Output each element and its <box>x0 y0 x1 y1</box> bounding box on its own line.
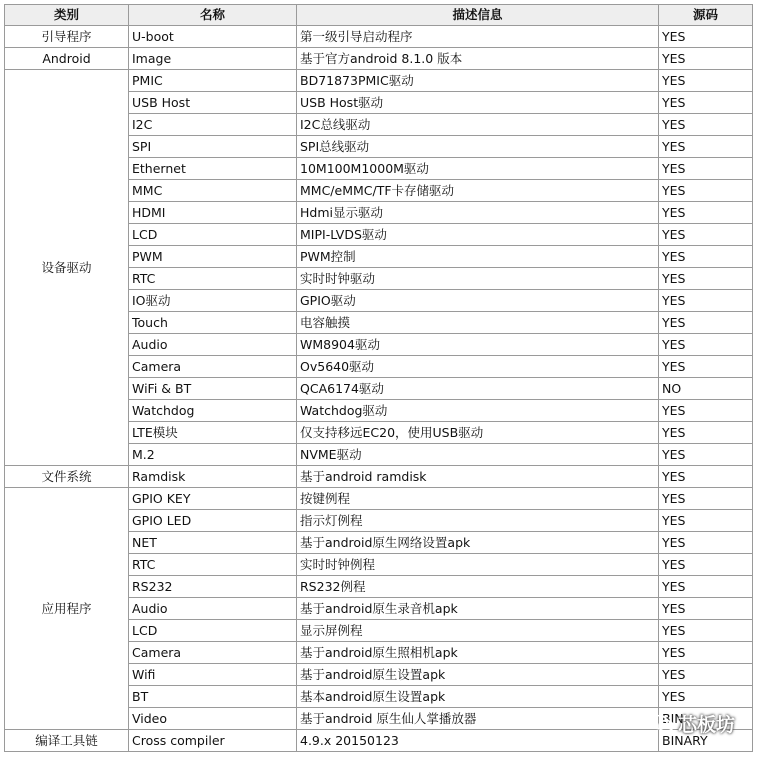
description-cell: 第一级引导启动程序 <box>297 26 659 48</box>
source-cell: YES <box>659 422 753 444</box>
name-cell: RS232 <box>129 576 297 598</box>
table-row <box>5 730 753 752</box>
description-cell: QCA6174驱动 <box>297 378 659 400</box>
description-cell: 基本android原生设置apk <box>297 686 659 708</box>
source-cell: YES <box>659 488 753 510</box>
spec-table <box>4 4 753 752</box>
source-cell: YES <box>659 642 753 664</box>
source-cell: YES <box>659 510 753 532</box>
source-cell: YES <box>659 158 753 180</box>
source-cell: YES <box>659 290 753 312</box>
description-cell: 基于android ramdisk <box>297 466 659 488</box>
name-cell: Ramdisk <box>129 466 297 488</box>
name-cell: Camera <box>129 642 297 664</box>
watermark-text: 芯板坊 <box>677 714 735 736</box>
source-cell: YES <box>659 92 753 114</box>
description-cell: WM8904驱动 <box>297 334 659 356</box>
description-cell: USB Host驱动 <box>297 92 659 114</box>
source-cell: YES <box>659 224 753 246</box>
source-cell: YES <box>659 356 753 378</box>
name-cell: USB Host <box>129 92 297 114</box>
description-cell: 基于android原生网络设置apk <box>297 532 659 554</box>
name-cell: U-boot <box>129 26 297 48</box>
description-cell: 基于android原生设置apk <box>297 664 659 686</box>
table-row <box>5 488 753 510</box>
name-cell: LCD <box>129 224 297 246</box>
wechat-icon <box>650 715 674 733</box>
description-cell: PWM控制 <box>297 246 659 268</box>
description-cell: 按键例程 <box>297 488 659 510</box>
name-cell: RTC <box>129 268 297 290</box>
source-cell: YES <box>659 576 753 598</box>
name-cell: Wifi <box>129 664 297 686</box>
table-row <box>5 26 753 48</box>
source-cell: YES <box>659 202 753 224</box>
header-category: 类别 <box>5 5 129 26</box>
name-cell: Audio <box>129 334 297 356</box>
source-cell: YES <box>659 400 753 422</box>
source-cell: YES <box>659 466 753 488</box>
name-cell: Ethernet <box>129 158 297 180</box>
name-cell: Video <box>129 708 297 730</box>
description-cell: MIPI-LVDS驱动 <box>297 224 659 246</box>
source-cell: YES <box>659 114 753 136</box>
source-cell: YES <box>659 620 753 642</box>
description-cell: Watchdog驱动 <box>297 400 659 422</box>
source-cell: BINARY <box>659 730 753 752</box>
name-cell: Cross compiler <box>129 730 297 752</box>
name-cell: Camera <box>129 356 297 378</box>
table-row <box>5 48 753 70</box>
table-header-row <box>5 5 753 26</box>
category-cell: 应用程序 <box>5 488 129 730</box>
source-cell: YES <box>659 554 753 576</box>
category-cell: 编译工具链 <box>5 730 129 752</box>
name-cell: SPI <box>129 136 297 158</box>
description-cell: Ov5640驱动 <box>297 356 659 378</box>
name-cell: Audio <box>129 598 297 620</box>
watermark <box>650 710 735 737</box>
description-cell: RS232例程 <box>297 576 659 598</box>
name-cell: WiFi & BT <box>129 378 297 400</box>
description-cell: Hdmi显示驱动 <box>297 202 659 224</box>
name-cell: M.2 <box>129 444 297 466</box>
description-cell: 指示灯例程 <box>297 510 659 532</box>
source-cell: NO <box>659 378 753 400</box>
description-cell: 基于android原生照相机apk <box>297 642 659 664</box>
description-cell: NVME驱动 <box>297 444 659 466</box>
name-cell: Watchdog <box>129 400 297 422</box>
source-cell: YES <box>659 444 753 466</box>
source-cell: YES <box>659 48 753 70</box>
source-cell: YES <box>659 664 753 686</box>
name-cell: IO驱动 <box>129 290 297 312</box>
name-cell: Image <box>129 48 297 70</box>
name-cell: GPIO LED <box>129 510 297 532</box>
name-cell: HDMI <box>129 202 297 224</box>
source-cell: YES <box>659 180 753 202</box>
description-cell: 基于android原生录音机apk <box>297 598 659 620</box>
category-cell: 文件系统 <box>5 466 129 488</box>
description-cell: 仅支持移远EC20，使用USB驱动 <box>297 422 659 444</box>
table-row <box>5 466 753 488</box>
description-cell: 显示屏例程 <box>297 620 659 642</box>
name-cell: LCD <box>129 620 297 642</box>
category-cell: Android <box>5 48 129 70</box>
name-cell: PMIC <box>129 70 297 92</box>
name-cell: LTE模块 <box>129 422 297 444</box>
name-cell: GPIO KEY <box>129 488 297 510</box>
name-cell: PWM <box>129 246 297 268</box>
description-cell: 4.9.x 20150123 <box>297 730 659 752</box>
source-cell: YES <box>659 312 753 334</box>
name-cell: BT <box>129 686 297 708</box>
description-cell: BD71873PMIC驱动 <box>297 70 659 92</box>
table-body <box>5 26 753 752</box>
source-cell: YES <box>659 532 753 554</box>
source-cell: YES <box>659 598 753 620</box>
description-cell: GPIO驱动 <box>297 290 659 312</box>
source-cell: YES <box>659 686 753 708</box>
source-cell: YES <box>659 334 753 356</box>
name-cell: RTC <box>129 554 297 576</box>
header-source: 源码 <box>659 5 753 26</box>
name-cell: Touch <box>129 312 297 334</box>
description-cell: 电容触摸 <box>297 312 659 334</box>
table-row <box>5 70 753 92</box>
source-cell: BIN <box>659 708 753 730</box>
description-cell: I2C总线驱动 <box>297 114 659 136</box>
description-cell: 10M100M1000M驱动 <box>297 158 659 180</box>
name-cell: I2C <box>129 114 297 136</box>
description-cell: 实时时钟驱动 <box>297 268 659 290</box>
category-cell: 引导程序 <box>5 26 129 48</box>
source-cell: YES <box>659 136 753 158</box>
description-cell: SPI总线驱动 <box>297 136 659 158</box>
description-cell: 基于android 原生仙人掌播放器 <box>297 708 659 730</box>
description-cell: 基于官方android 8.1.0 版本 <box>297 48 659 70</box>
header-description: 描述信息 <box>297 5 659 26</box>
name-cell: NET <box>129 532 297 554</box>
source-cell: YES <box>659 26 753 48</box>
source-cell: YES <box>659 246 753 268</box>
category-cell: 设备驱动 <box>5 70 129 466</box>
description-cell: 实时时钟例程 <box>297 554 659 576</box>
source-cell: YES <box>659 70 753 92</box>
source-cell: YES <box>659 268 753 290</box>
name-cell: MMC <box>129 180 297 202</box>
header-name: 名称 <box>129 5 297 26</box>
description-cell: MMC/eMMC/TF卡存储驱动 <box>297 180 659 202</box>
